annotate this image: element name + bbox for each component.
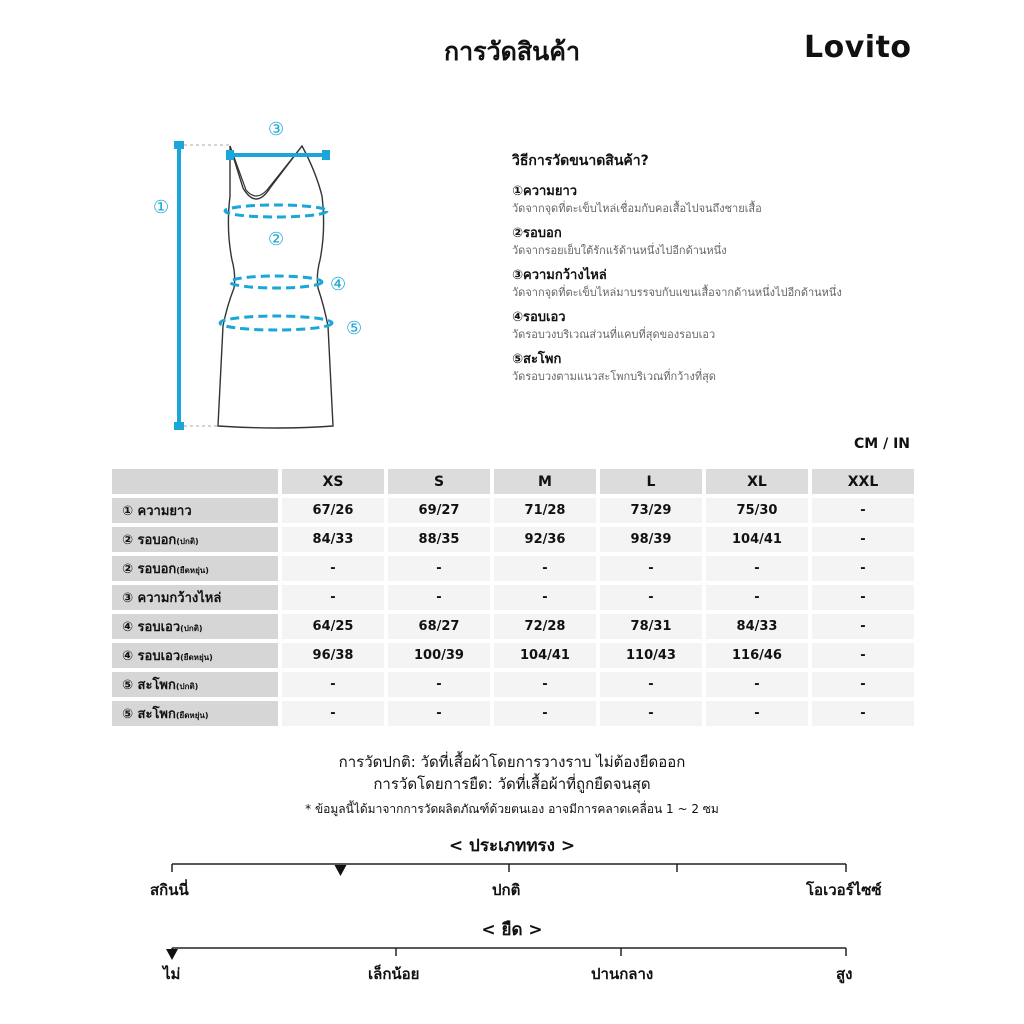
row-label-text: ① ความยาว	[122, 504, 192, 519]
table-cell: -	[282, 672, 384, 697]
table-cell: -	[388, 585, 490, 610]
waist-line	[230, 276, 322, 288]
brand-logo: Lovito	[804, 30, 912, 65]
table-cell: 116/46	[706, 643, 808, 668]
row-label-sub: (ยืดหยุ่น)	[176, 566, 209, 575]
table-row	[112, 672, 914, 697]
fit-scale	[160, 856, 860, 880]
table-cell: 104/41	[706, 527, 808, 552]
row-label	[112, 556, 278, 581]
row-label-text: ④ รอบเอว	[122, 649, 181, 664]
table-cell: 84/33	[282, 527, 384, 552]
table-cell: 68/27	[388, 614, 490, 639]
table-cell: -	[812, 701, 914, 726]
size-header: L	[600, 469, 702, 494]
table-cell: 64/25	[282, 614, 384, 639]
table-cell: -	[706, 672, 808, 697]
size-header: XL	[706, 469, 808, 494]
marker-waist: ④	[330, 274, 347, 295]
marker-length: ①	[153, 197, 170, 218]
howto-item: ③ความกว้างไหล่ วัดจากจุดที่ตะเข็บไหล่มาบรรจบกับแขนเสื้อจากด้านหนึ่งไปอีกด้านหนึ่ง	[512, 268, 842, 299]
stretch-label-high: สูง	[836, 965, 853, 983]
table-row	[112, 614, 914, 639]
table-cell: 110/43	[600, 643, 702, 668]
marker-bust: ②	[268, 229, 285, 250]
table-cell: -	[494, 672, 596, 697]
size-header: XS	[282, 469, 384, 494]
note-normal: การวัดปกติ: วัดที่เสื้อผ้าโดยการวางราบ ไม่ต้องยืดออก	[338, 753, 686, 771]
size-header: XXL	[812, 469, 914, 494]
note-stretch: การวัดโดยการยืด: วัดที่เสื้อผ้าที่ถูกยืดจนสุด	[373, 775, 651, 793]
unit-label: CM / IN	[854, 436, 910, 452]
row-label-text: ③ ความกว้างไหล่	[122, 591, 222, 606]
table-cell: 71/28	[494, 498, 596, 523]
table-cell: 73/29	[600, 498, 702, 523]
table-cell: -	[600, 672, 702, 697]
table-row	[112, 701, 914, 726]
table-row	[112, 556, 914, 581]
row-label-sub: (ปกติ)	[176, 537, 199, 546]
table-cell: -	[494, 701, 596, 726]
table-cell: -	[812, 585, 914, 610]
row-label-sub: (ปกติ)	[180, 624, 203, 633]
table-cell: 75/30	[706, 498, 808, 523]
howto-item: ④รอบเอว วัดรอบวงบริเวณส่วนที่แคบที่สุดของรอบเอว	[512, 310, 716, 341]
howto-item: ②รอบอก วัดจากรอยเย็บใต้รักแร้ด้านหนึ่งไปอีกด้านหนึ่ง	[512, 226, 727, 257]
fit-pointer	[335, 865, 347, 876]
row-label-text: ④ รอบเอว	[122, 620, 181, 635]
size-header: M	[494, 469, 596, 494]
table-cell: 104/41	[494, 643, 596, 668]
table-cell: -	[282, 556, 384, 581]
table-cell: -	[812, 643, 914, 668]
stretch-pointer	[166, 949, 178, 960]
row-label	[112, 585, 278, 610]
size-table	[108, 465, 918, 730]
table-cell: -	[282, 585, 384, 610]
table-header-row	[112, 469, 914, 494]
row-label	[112, 614, 278, 639]
row-label-sub: (ยืดหยุ่น)	[175, 711, 209, 720]
table-cell: -	[388, 672, 490, 697]
table-cell: -	[494, 585, 596, 610]
table-cell: -	[812, 672, 914, 697]
table-cell: -	[706, 585, 808, 610]
table-cell: -	[600, 585, 702, 610]
table-cell: 98/39	[600, 527, 702, 552]
howto-item: ①ความยาว วัดจากจุดที่ตะเข็บไหล่เชื่อมกับคอเสื้อไปจนถึงชายเสื้อ	[512, 184, 762, 215]
row-label-text: ⑤ สะโพก	[122, 707, 176, 722]
row-label	[112, 498, 278, 523]
table-cell: -	[812, 498, 914, 523]
table-cell: -	[812, 556, 914, 581]
table-row	[112, 498, 914, 523]
table-row	[112, 527, 914, 552]
table-cell: 84/33	[706, 614, 808, 639]
table-cell: -	[706, 701, 808, 726]
stretch-label-slight: เล็กน้อย	[368, 965, 420, 983]
table-cell: -	[388, 556, 490, 581]
size-header: S	[388, 469, 490, 494]
fit-scale-title: < ประเภททรง >	[448, 836, 576, 856]
how-to-measure	[512, 150, 932, 392]
marker-hip: ⑤	[346, 318, 363, 339]
dress-diagram	[130, 110, 370, 440]
fit-label-regular: ปกติ	[492, 881, 521, 899]
stretch-label-medium: ปานกลาง	[591, 965, 654, 983]
table-row	[112, 643, 914, 668]
table-corner	[112, 469, 278, 494]
fit-label-skinny: สกินนี่	[150, 881, 189, 899]
row-label-text: ② รอบอก	[122, 562, 177, 577]
row-label-sub: (ยืดหยุ่น)	[180, 653, 213, 662]
stretch-scale	[160, 940, 860, 964]
table-cell: 100/39	[388, 643, 490, 668]
table-cell: 67/26	[282, 498, 384, 523]
table-cell: 78/31	[600, 614, 702, 639]
table-cell: -	[600, 556, 702, 581]
row-label-text: ⑤ สะโพก	[122, 678, 176, 693]
stretch-scale-title: < ยืด >	[481, 920, 543, 940]
stretch-label-none: ไม่	[163, 965, 181, 983]
table-cell: -	[812, 527, 914, 552]
table-cell: 88/35	[388, 527, 490, 552]
fit-label-oversize: โอเวอร์ไซซ์	[806, 881, 882, 899]
table-cell: -	[494, 556, 596, 581]
table-cell: 72/28	[494, 614, 596, 639]
howto-heading: วิธีการวัดขนาดสินค้า?	[512, 153, 649, 169]
row-label	[112, 701, 278, 726]
table-cell: 69/27	[388, 498, 490, 523]
table-cell: 96/38	[282, 643, 384, 668]
length-cap-top	[174, 141, 184, 149]
length-cap-bottom	[174, 422, 184, 430]
table-cell: -	[600, 701, 702, 726]
marker-shoulder: ③	[268, 119, 285, 140]
hip-line	[220, 316, 332, 330]
row-label	[112, 527, 278, 552]
row-label-sub: (ปกติ)	[175, 682, 199, 691]
page-title: การวัดสินค้า	[444, 37, 580, 66]
table-row	[112, 585, 914, 610]
row-label-text: ② รอบอก	[122, 533, 177, 548]
row-label	[112, 672, 278, 697]
note-disclaimer: * ข้อมูลนี้ได้มาจากการวัดผลิตภัณฑ์ด้วยตนเอง อาจมีการคลาดเคลื่อน 1 ~ 2 ซม	[305, 802, 719, 816]
table-cell: 92/36	[494, 527, 596, 552]
table-cell: -	[812, 614, 914, 639]
table-cell: -	[706, 556, 808, 581]
table-cell: -	[282, 701, 384, 726]
row-label	[112, 643, 278, 668]
table-cell: -	[388, 701, 490, 726]
howto-item: ⑤สะโพก วัดรอบวงตามแนวสะโพกบริเวณที่กว้างที่สุด	[512, 352, 716, 383]
bust-line	[225, 205, 327, 217]
